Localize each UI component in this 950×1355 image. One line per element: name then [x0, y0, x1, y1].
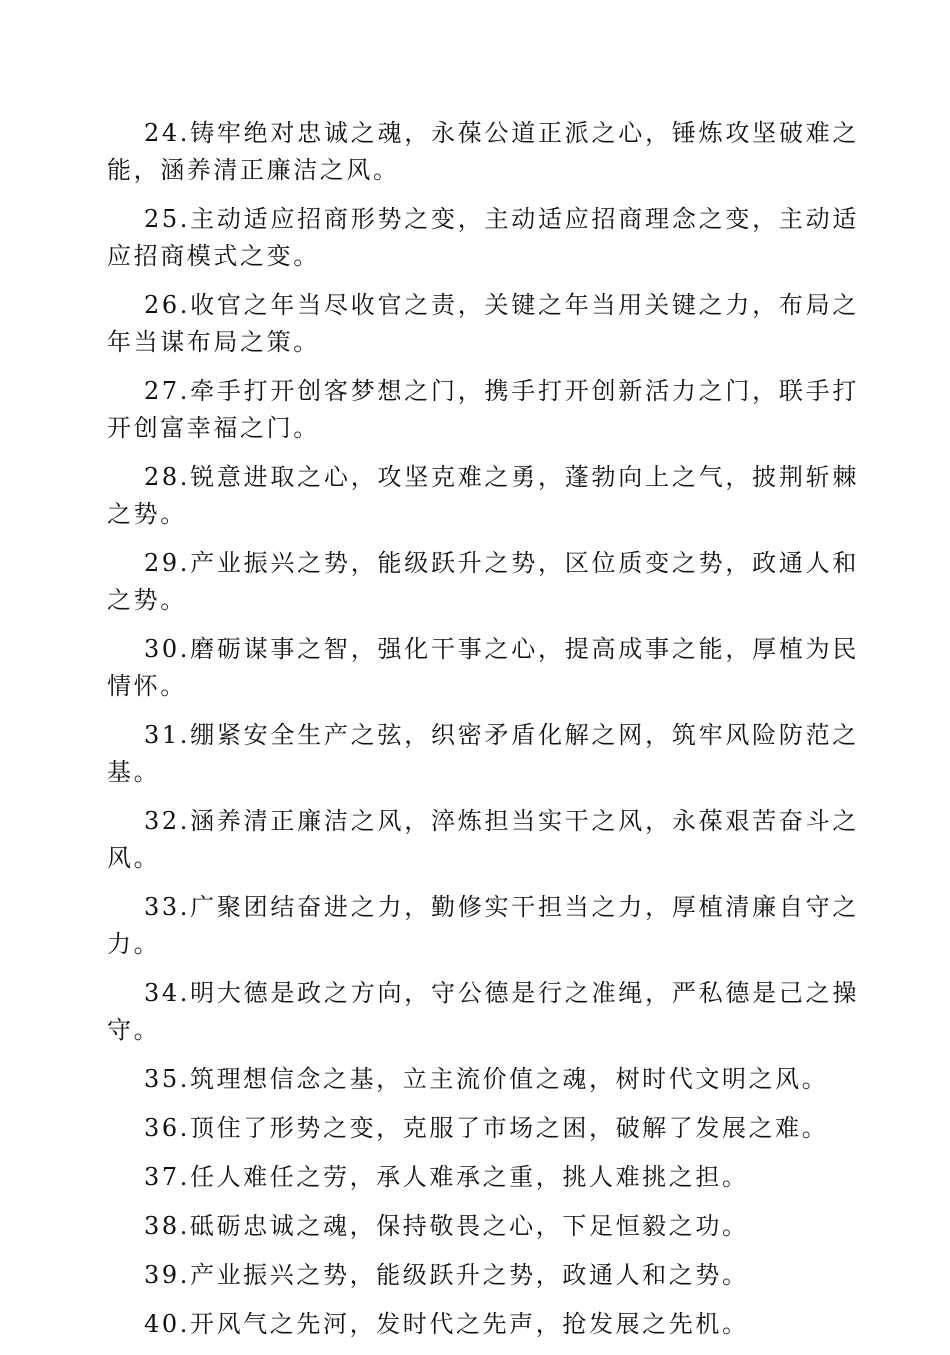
list-item-33: 33.广聚团结奋进之力，勤修实干担当之力，厚植清廉自守之力。 [107, 893, 859, 958]
document-body [107, 115, 859, 1355]
list-item-35: 35.筑理想信念之基，立主流价值之魂，树时代文明之风。 [144, 1065, 829, 1093]
list-item-26: 26.收官之年当尽收官之责，关键之年当用关键之力，布局之年当谋布局之策。 [107, 291, 859, 356]
list-item-36: 36.顶住了形势之变，克服了市场之困，破解了发展之难。 [144, 1114, 829, 1142]
list-item-38: 38.砥砺忠诚之魂，保持敬畏之心，下足恒毅之功。 [144, 1212, 749, 1240]
list-item-37: 37.任人难任之劳，承人难承之重，挑人难挑之担。 [144, 1163, 749, 1191]
list-item-28: 28.锐意进取之心，攻坚克难之勇，蓬勃向上之气，披荆斩棘之势。 [107, 463, 859, 528]
list-item-40: 40.开风气之先河，发时代之先声，抢发展之先机。 [144, 1310, 749, 1338]
list-item-31: 31.绷紧安全生产之弦，织密矛盾化解之网，筑牢风险防范之基。 [107, 721, 859, 786]
list-item-24: 24.铸牢绝对忠诚之魂，永葆公道正派之心，锤炼攻坚破难之能，涵养清正廉洁之风。 [107, 119, 859, 184]
list-item-39: 39.产业振兴之势，能级跃升之势，政通人和之势。 [144, 1261, 749, 1289]
list-item-27: 27.牵手打开创客梦想之门，携手打开创新活力之门，联手打开创富幸福之门。 [107, 377, 859, 442]
list-item-29: 29.产业振兴之势，能级跃升之势，区位质变之势，政通人和之势。 [107, 549, 859, 614]
list-item-30: 30.磨砺谋事之智，强化干事之心，提高成事之能，厚植为民情怀。 [107, 635, 859, 700]
list-item-25: 25.主动适应招商形势之变，主动适应招商理念之变，主动适应招商模式之变。 [107, 205, 859, 270]
list-item-32: 32.涵养清正廉洁之风，淬炼担当实干之风，永葆艰苦奋斗之风。 [107, 807, 859, 872]
list-item-34: 34.明大德是政之方向，守公德是行之准绳，严私德是己之操守。 [107, 979, 859, 1044]
